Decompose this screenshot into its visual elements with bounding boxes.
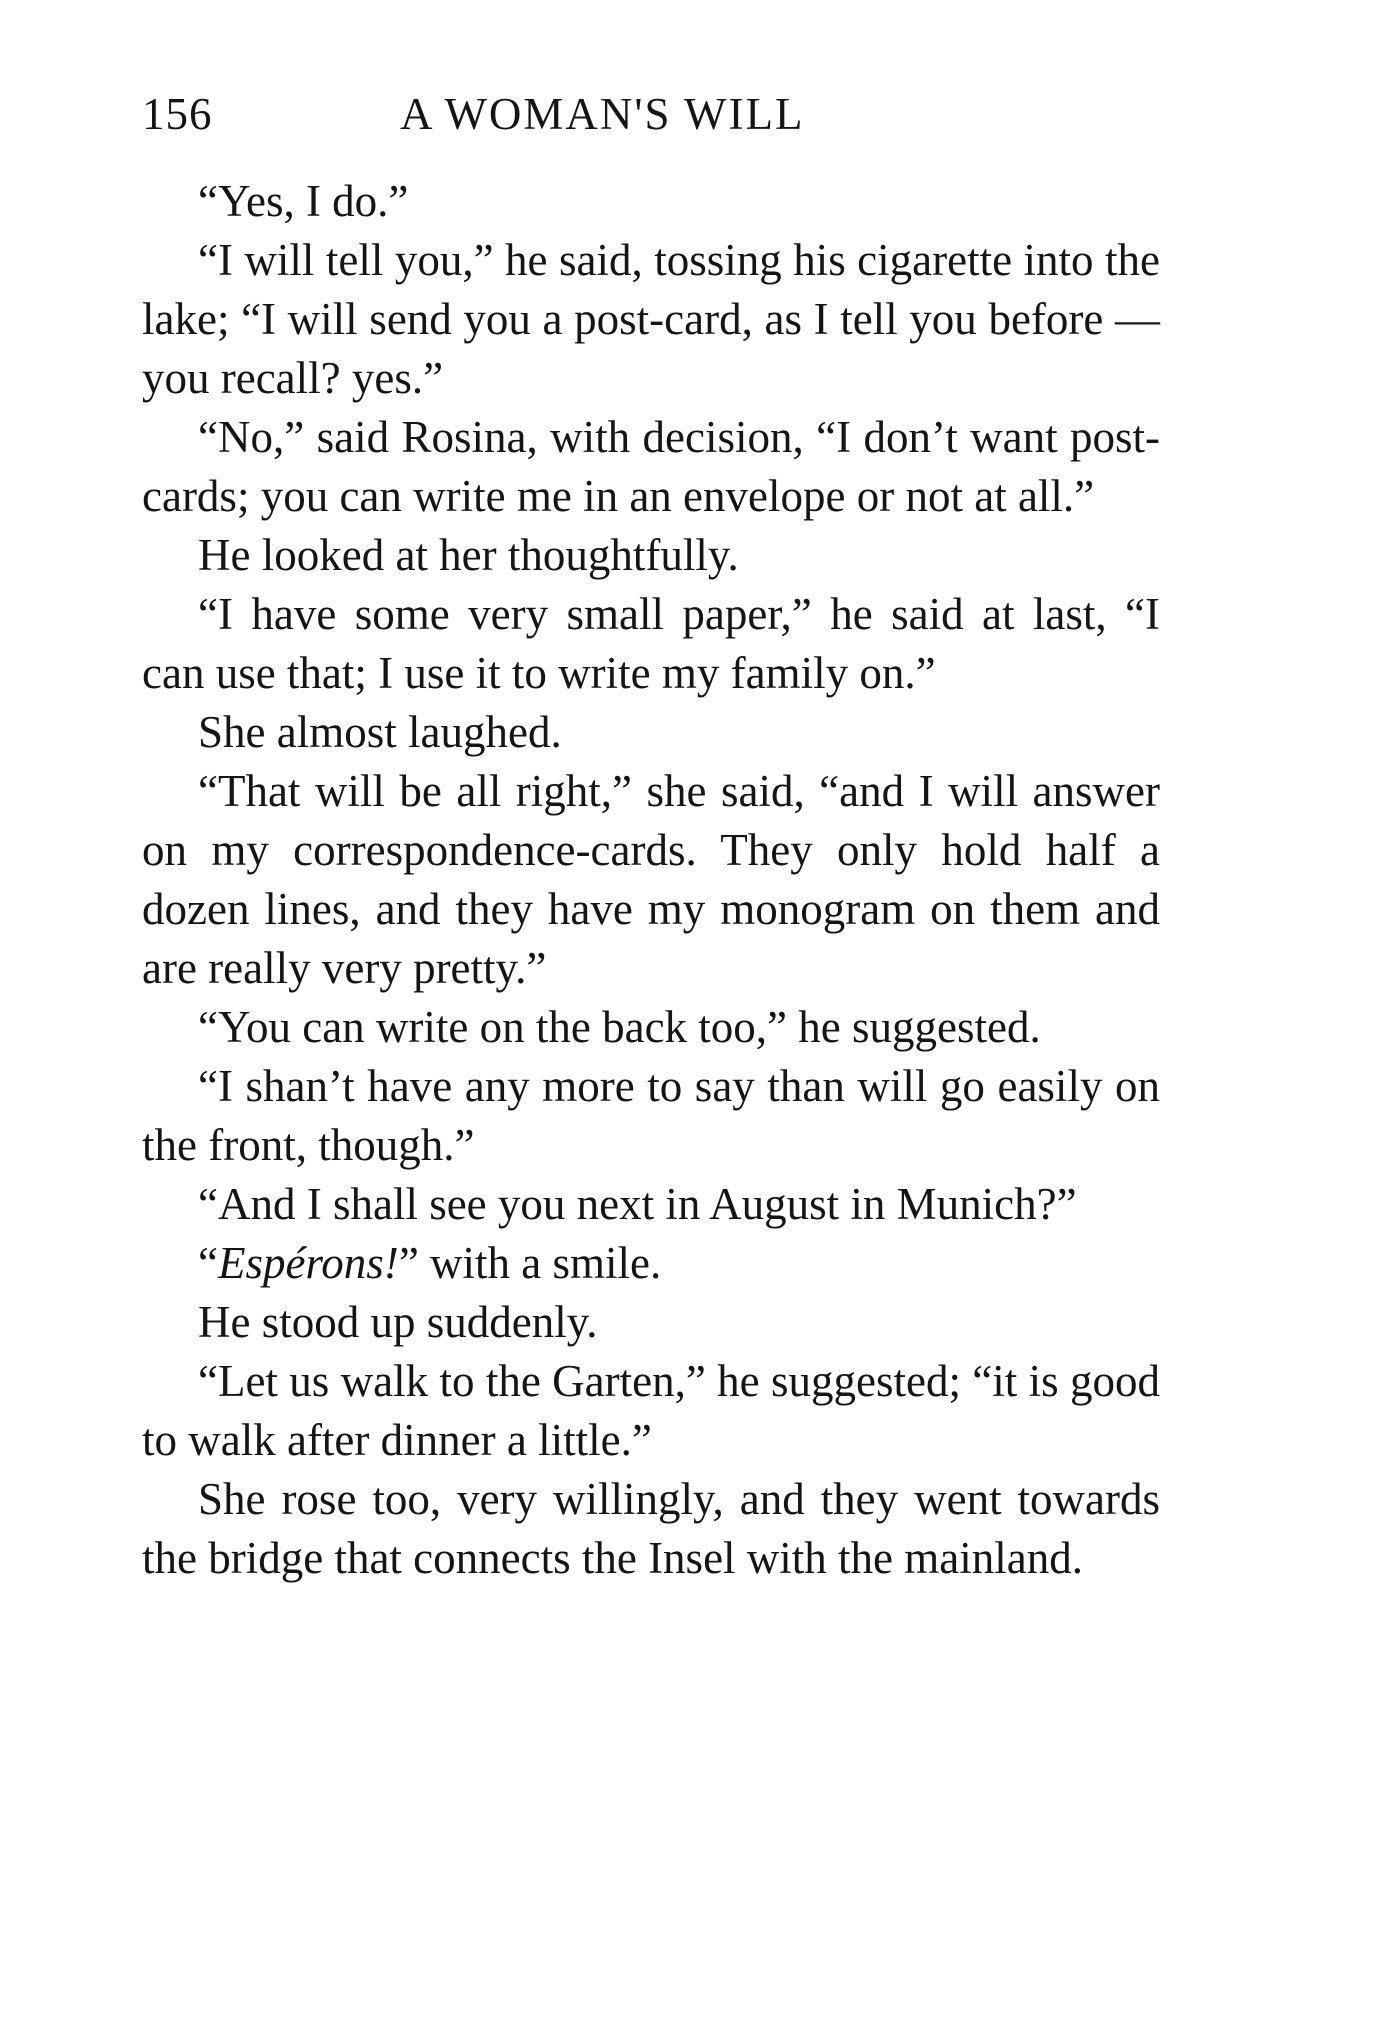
paragraph-7: “That will be all right,” she said, “and I will answer on my correspondence-cards. They only hold half a dozen lines, and they have my monogram on them and are really very pretty.” (142, 766, 1160, 993)
paragraph-11-rest: ” with a smile. (398, 1238, 662, 1288)
paragraph-14: She rose too, very willingly, and they went towards the bridge that connects the Insel with the mainland. (142, 1474, 1160, 1583)
paragraph-13: “Let us walk to the Garten,” he suggested; “it is good to walk after dinner a little.” (142, 1356, 1160, 1465)
page-number: 156 (142, 89, 213, 139)
paragraph-10: “And I shall see you next in August in Munich?” (198, 1179, 1077, 1229)
paragraph-11: “Espérons!” with a smile. (198, 1238, 662, 1288)
paragraph-8: “You can write on the back too,” he suggested. (198, 1002, 1041, 1052)
paragraph-1: “Yes, I do.” (198, 176, 409, 226)
italic-esperons: Espérons! (217, 1238, 399, 1288)
paragraph-4: He looked at her thoughtfully. (198, 530, 739, 580)
paragraph-6: She almost laughed. (198, 707, 562, 757)
paragraph-2: “I will tell you,” he said, tossing his cigarette into the lake; “I will send you a post-card, as I tell you before — you recall? yes.” (142, 235, 1160, 403)
page-header (142, 88, 1162, 148)
body-text (142, 172, 1160, 1588)
running-title: A WOMAN'S WILL (400, 89, 805, 139)
paragraph-3: “No,” said Rosina, with decision, “I don’t want post-cards; you can write me in an envelope or not at all.” (142, 412, 1160, 521)
paragraph-12: He stood up suddenly. (198, 1297, 598, 1347)
paragraph-9: “I shan’t have any more to say than will go easily on the front, though.” (142, 1061, 1160, 1170)
paragraph-5: “I have some very small paper,” he said at last, “I can use that; I use it to write my family on.” (142, 589, 1160, 698)
